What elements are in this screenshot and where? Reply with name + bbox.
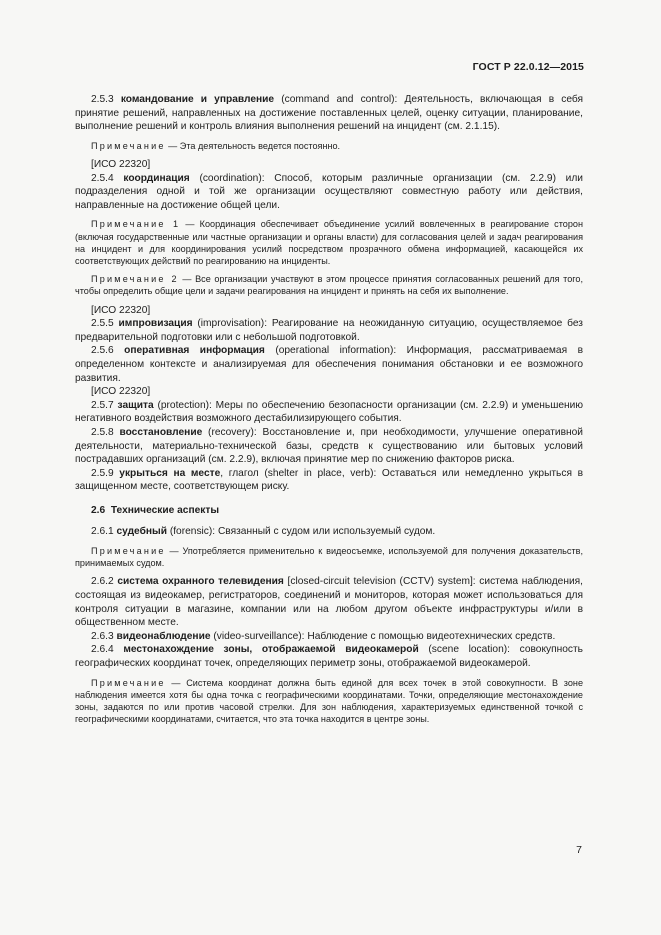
note-2-5-4-2 [75,273,583,297]
term-definition: (protection): Меры по обеспечению безопасности организации (см. 2.2.9) и уменьшению негативного воздействия возможного дестабилизирующего события. [75,399,584,425]
section-heading-2-6 [75,504,583,518]
document-header: ГОСТ Р 22.0.12—2015 [472,61,584,73]
note-label: Примечание [91,140,166,151]
term-2-6-4 [75,643,583,670]
term-2-6-1 [75,525,583,539]
term-2-6-3 [75,630,583,644]
note-label: Примечание 1 [91,219,181,230]
term-2-5-6 [75,344,583,385]
term-definition: (operational information): Информация, рассматриваемая в определенном контексте и анализируемая для обеспечения понимания обстановки и ее возможного развития. [75,345,583,384]
section-title: Технические аспекты [110,504,220,516]
page-number: 7 [576,844,582,856]
term-number: 2.5.9 [91,467,114,479]
source-reference: [ИСО 22320] [91,304,151,316]
note-2-5-4-1 [75,218,583,267]
term-name: защита [117,399,154,411]
term-2-5-9 [75,467,583,494]
term-number: 2.5.7 [91,399,114,411]
term-2-5-5 [75,317,583,344]
note-text: — Координация обеспечивает объединение усилий вовлеченных в реагирование сторон (включая государственные или частные организации и органы власти) для согласования целей и задач реагирования на инцидент и для координирования усилий посредством прозрачного обмена информацией, касающейся их соответствующих действий по реагированию на инциденты. [75,219,583,266]
term-number: 2.6.1 [91,526,114,538]
term-definition: (video-surveillance): Наблюдение с помощью видеотехнических средств. [210,630,556,642]
term-definition: , глагол (shelter in place, verb): Оставаться или немедленно укрыться в защищенном месте, соответствующем риску. [75,467,584,493]
term-definition: (improvisation): Реагирование на неожиданную ситуацию, осуществляемое без предварительной подготовки или с небольшой подготовкой. [75,318,583,343]
term-number: 2.6.2 [91,576,114,588]
note-2-5-3 [75,140,583,152]
term-number: 2.6.3 [91,630,114,642]
term-name: видеонаблюдение [116,630,211,642]
term-name: судебный [116,526,167,538]
term-definition: (command and control): Деятельность, включающая в себя принятие решений, направленных на достижение поставленных целей, оценку ситуации, планирование, выполнение решений и контроль влияния выполнения решений на инцидент (см. 2.1.15). [75,94,584,133]
term-number: 2.5.5 [91,318,114,330]
note-2-6-1 [75,545,583,569]
section-number: 2.6 [91,504,106,516]
note-text: — Все организации участвуют в этом процессе принятия согласованных решений для того, чтобы определить общие цели и задачи реагирования на инцидент и принять на себя их выполнение. [75,274,584,297]
source-reference: [ИСО 22320] [91,158,151,170]
term-2-5-4 [75,172,583,213]
term-definition: (forensic): Связанный с судом или используемый судом. [167,526,436,538]
note-2-6-4 [75,677,583,726]
term-name: система охранного телевидения [117,576,284,588]
term-number: 2.5.3 [91,94,114,105]
term-2-5-8 [75,426,583,467]
page-content [75,93,583,731]
term-2-5-7 [75,399,583,426]
term-name: импровизация [118,318,193,330]
note-label: Примечание [91,546,166,557]
term-number: 2.5.4 [91,172,114,184]
term-name: координация [123,172,190,184]
term-definition: (recovery): Восстановление и, при необходимости, улучшение оперативной деятельности, материально-технической базы, средств к существованию или бытовых условий пострадавших организаций (см. 2.2.9), включая принятие мер по снижению факторов риска. [75,426,583,466]
note-text: — Употребляется применительно к видеосъемке, используемой для получения доказательств, принимаемых судом. [75,546,583,569]
note-text: — Эта деятельность ведется постоянно. [165,140,341,151]
term-definition: [closed-circuit television (CCTV) system]: система наблюдения, состоящая из видеокамер, регистраторов, соединений и мониторов, которая может использоваться для контроля ситуации в магазине, компании или на любом другом объекте инфраструктуры и/или в общественном месте. [75,576,583,629]
term-name: восстановление [119,426,203,438]
term-name: командование и управление [120,94,275,105]
term-name: укрыться на месте [119,467,221,479]
term-number: 2.5.6 [91,345,114,357]
term-number: 2.6.4 [91,644,114,656]
term-name: местонахождение зоны, отображаемой видеокамерой [123,644,419,656]
source-reference: [ИСО 22320] [91,386,151,398]
term-2-6-2 [75,575,583,629]
note-text: — Система координат должна быть единой для всех точек в этой совокупности. В зоне наблюдения имеется хотя бы одна точка с географическими координатами. Точки, определяющие местонахождение зоны, задаются по или против часовой стрелки. Для зон наблюдения, характеризуемых единственной точкой с географическими координатами, считается, что эта точка находится в центре зоны. [75,677,583,725]
note-label: Примечание [91,677,166,688]
term-definition: (scene location): совокупность географических координат точек, определяющих периметр зоны, отображаемой видеокамерой. [75,644,583,670]
term-definition: (coordination): Способ, которым различные организации (см. 2.2.9) или подразделения одной и той же организации осуществляют совместную работу или действия, направленные на достижение общей цели. [75,172,583,211]
term-name: оперативная информация [124,345,265,357]
term-number: 2.5.8 [91,426,114,438]
term-2-5-3 [75,93,583,134]
note-label: Примечание 2 [91,274,179,285]
